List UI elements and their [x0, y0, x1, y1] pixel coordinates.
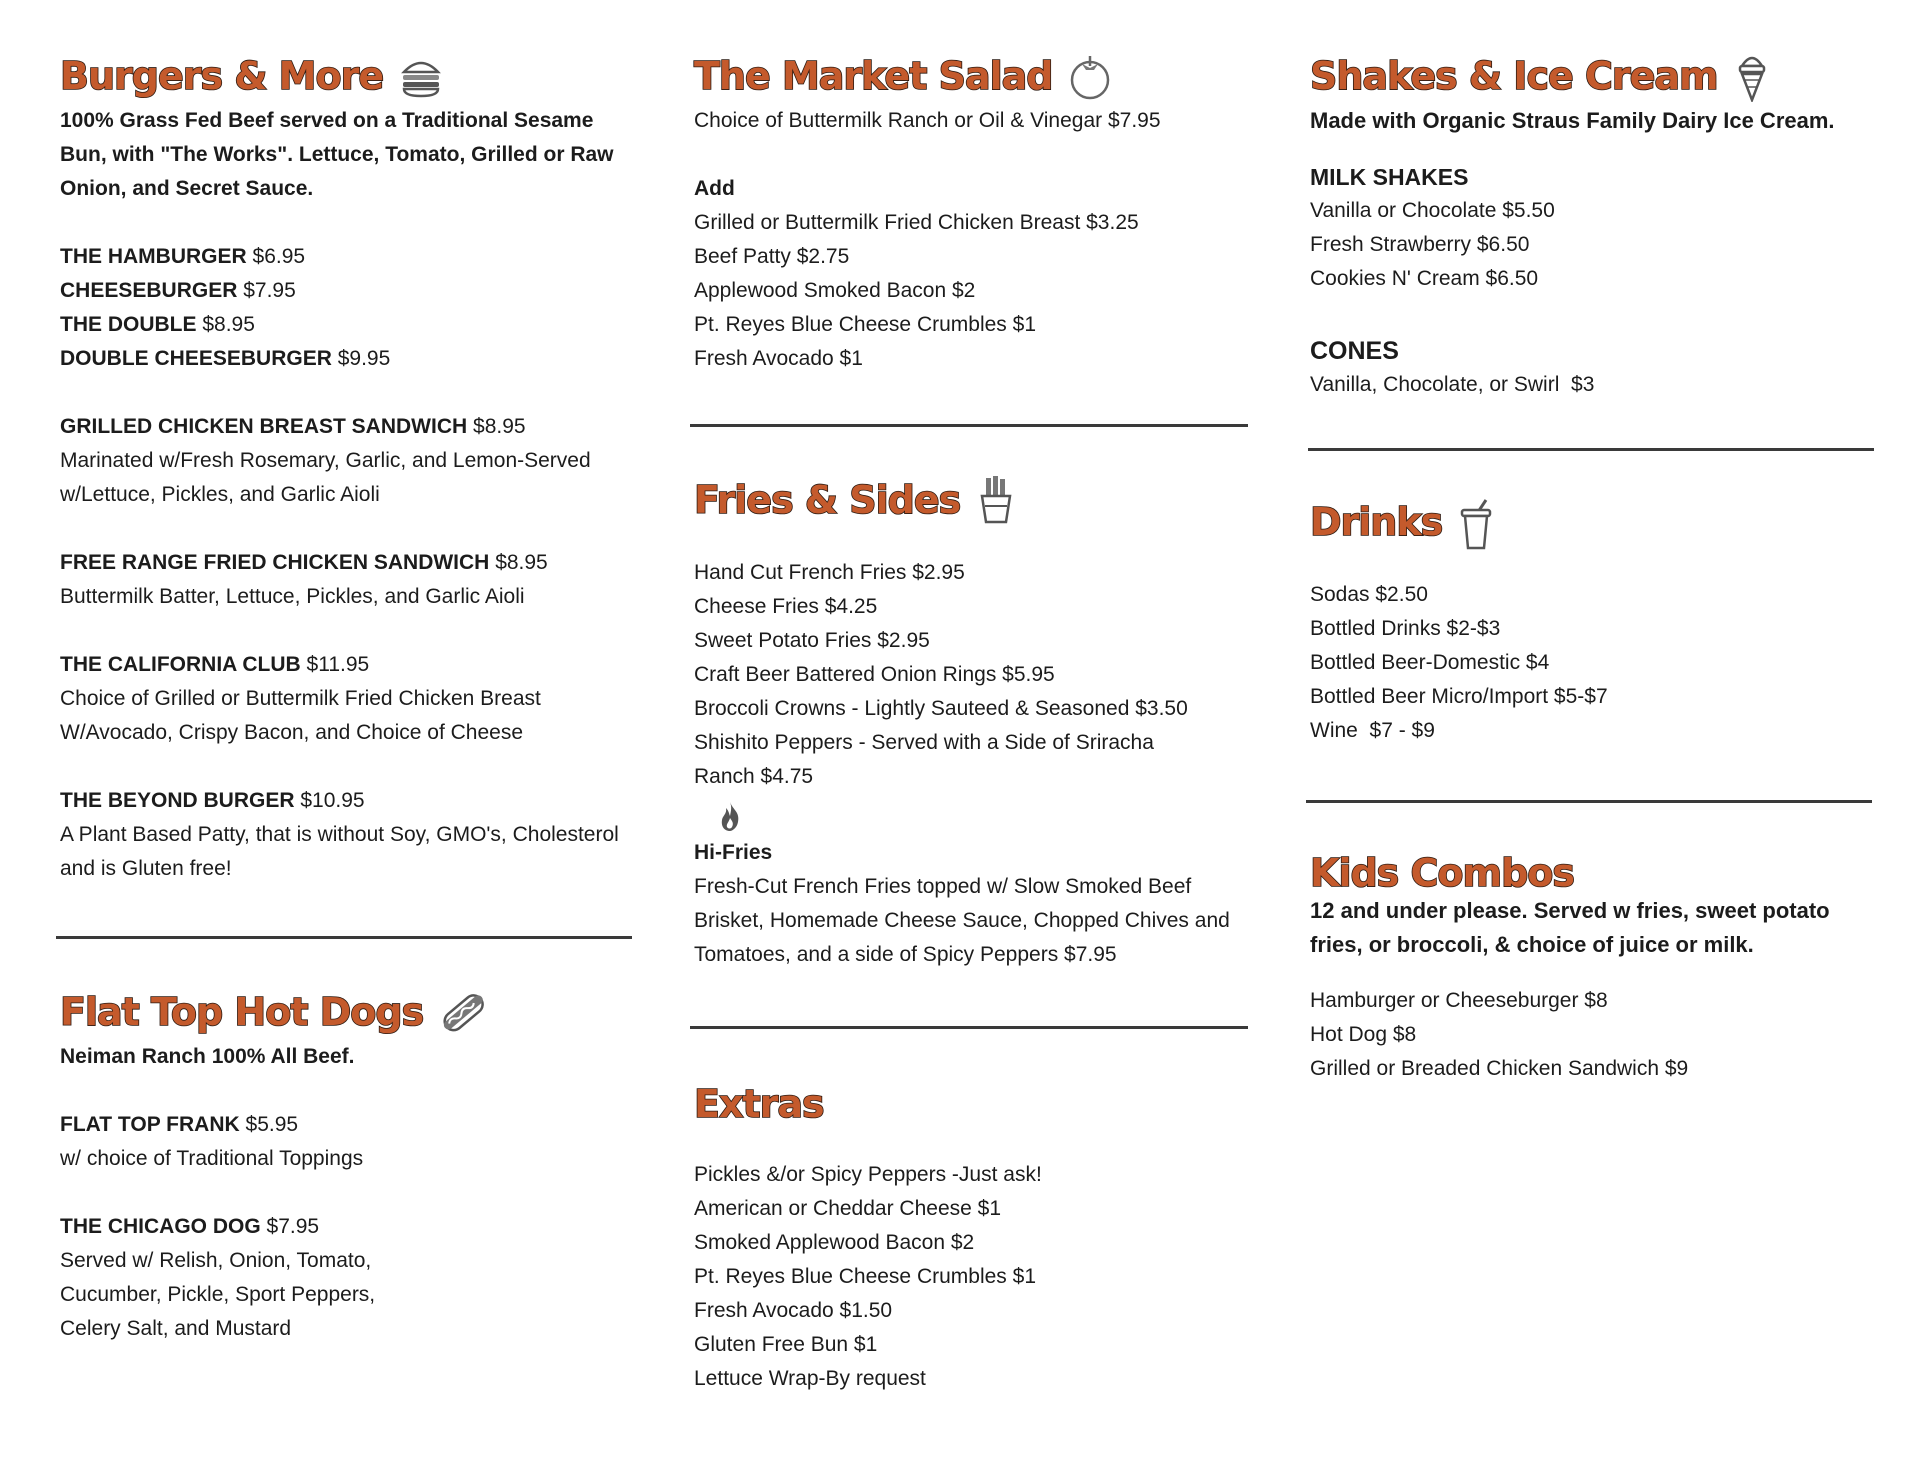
section-title: Fries & Sides	[694, 478, 961, 522]
extras-list	[694, 1158, 1274, 1396]
hotdogs-intro: Neiman Ranch 100% All Beef.	[60, 1045, 355, 1068]
hot-dog-icon	[439, 988, 483, 1036]
burger-icon	[399, 52, 443, 100]
list-item: Vanilla or Chocolate $5.50	[1310, 199, 1555, 222]
item-name: THE BEYOND BURGER	[60, 789, 295, 812]
salad-add-label: Add	[694, 177, 735, 200]
item-price: $8.95	[495, 551, 548, 574]
divider	[56, 936, 632, 939]
ice-cream-cone-icon	[1734, 52, 1778, 100]
fries-icon	[976, 476, 1020, 524]
item-price: $7.95	[266, 1215, 320, 1238]
section-heading	[60, 48, 640, 104]
section-heading	[694, 472, 1274, 528]
flame-icon	[694, 794, 1274, 836]
list-item: Fresh Strawberry $6.50	[1310, 233, 1530, 256]
section-extras	[694, 1076, 1274, 1396]
list-item: Hot Dog $8	[1310, 1023, 1417, 1046]
item-description: A Plant Based Patty, that is without Soy, GMO's, Cholesterol and is Gluten free!	[60, 823, 619, 880]
shakes-intro: Made with Organic Straus Family Dairy Ice Cream.	[1310, 108, 1835, 133]
tomato-icon	[1068, 52, 1112, 100]
list-item: Beef Patty $2.75	[694, 245, 850, 268]
list-item: Applewood Smoked Bacon $2	[694, 279, 976, 302]
divider	[1306, 800, 1872, 803]
section-title: Burgers & More	[60, 54, 384, 98]
item-price: $10.95	[300, 789, 365, 812]
menu-item	[60, 648, 640, 750]
item-description: Served w/ Relish, Onion, Tomato, Cucumber, Pickle, Sport Peppers, Celery Salt, and Mustard	[60, 1249, 376, 1340]
section-drinks	[1310, 494, 1890, 748]
list-item: Broccoli Crowns - Lightly Sauteed & Seasoned $3.50	[694, 697, 1188, 720]
list-item: Pt. Reyes Blue Cheese Crumbles $1	[694, 1265, 1036, 1288]
list-item: Pickles &/or Spicy Peppers -Just ask!	[694, 1163, 1042, 1186]
section-fries-sides	[694, 472, 1274, 972]
menu-item	[60, 410, 640, 512]
section-title: Drinks	[1310, 500, 1443, 544]
cones-label: CONES	[1310, 337, 1399, 365]
list-item: Sodas $2.50	[1310, 583, 1428, 606]
drink-cup-icon	[1458, 498, 1502, 546]
milk-shakes-label: MILK SHAKES	[1310, 164, 1469, 190]
section-title: The Market Salad	[694, 54, 1053, 98]
section-heading	[1310, 48, 1890, 104]
list-item: Cheese Fries $4.25	[694, 595, 878, 618]
list-item: Fresh Avocado $1.50	[694, 1299, 893, 1322]
item-description: w/ choice of Traditional Toppings	[60, 1147, 364, 1170]
divider	[1308, 448, 1874, 451]
section-kids-combos	[1310, 852, 1890, 1086]
section-title: Kids Combos	[1310, 851, 1575, 895]
hi-fries-description: Fresh-Cut French Fries topped w/ Slow Smoked Beef Brisket, Homemade Cheese Sauce, Chopped Chives and Tomatoes, and a side of Spicy Peppers $7.95	[694, 875, 1230, 966]
item-name: FLAT TOP FRANK	[60, 1113, 240, 1136]
list-item: Craft Beer Battered Onion Rings $5.95	[694, 663, 1055, 686]
section-hot-dogs	[60, 984, 640, 1346]
kids-intro: 12 and under please. Served w fries, sweet potato fries, or broccoli, & choice of juice or milk.	[1310, 898, 1830, 957]
item-name: GRILLED CHICKEN BREAST SANDWICH	[60, 415, 468, 438]
list-item: American or Cheddar Cheese $1	[694, 1197, 1002, 1220]
list-item: THE HAMBURGER $6.95	[60, 245, 306, 268]
list-item: Vanilla, Chocolate, or Swirl $3	[1310, 373, 1595, 396]
item-description: Choice of Grilled or Buttermilk Fried Chicken Breast W/Avocado, Crispy Bacon, and Choice of Cheese	[60, 687, 541, 744]
item-price: $5.95	[245, 1113, 299, 1136]
salad-intro: Choice of Buttermilk Ranch or Oil & Vinegar $7.95	[694, 109, 1161, 132]
drinks-list	[1310, 578, 1890, 748]
fries-list	[694, 556, 1274, 794]
list-item: THE DOUBLE $8.95	[60, 313, 255, 336]
divider	[690, 424, 1248, 427]
item-name: THE CALIFORNIA CLUB	[60, 653, 301, 676]
list-item: Hamburger or Cheeseburger $8	[1310, 989, 1608, 1012]
list-item: Bottled Drinks $2-$3	[1310, 617, 1501, 640]
item-description: Buttermilk Batter, Lettuce, Pickles, and Garlic Aioli	[60, 585, 525, 608]
list-item: Grilled or Buttermilk Fried Chicken Breast $3.25	[694, 211, 1139, 234]
kids-list	[1310, 984, 1890, 1086]
menu-item	[60, 1210, 640, 1346]
list-item: CHEESEBURGER $7.95	[60, 279, 296, 302]
list-item: Bottled Beer-Domestic $4	[1310, 651, 1550, 674]
burgers-basic-list	[60, 240, 640, 376]
menu-item	[60, 546, 640, 614]
list-item: Bottled Beer Micro/Import $5-$7	[1310, 685, 1608, 708]
section-market-salad	[694, 48, 1274, 376]
list-item: Ranch $4.75	[694, 765, 814, 788]
section-title: Extras	[694, 1082, 824, 1126]
list-item: Pt. Reyes Blue Cheese Crumbles $1	[694, 313, 1036, 336]
milk-shakes-list	[1310, 194, 1890, 296]
list-item: Sweet Potato Fries $2.95	[694, 629, 930, 652]
item-price: $8.95	[473, 415, 526, 438]
section-title: Flat Top Hot Dogs	[60, 990, 424, 1034]
list-item: Gluten Free Bun $1	[694, 1333, 878, 1356]
list-item: Cookies N' Cream $6.50	[1310, 267, 1539, 290]
divider	[690, 1026, 1248, 1029]
item-description: Marinated w/Fresh Rosemary, Garlic, and Lemon-Served w/Lettuce, Pickles, and Garlic Aioli	[60, 449, 591, 506]
section-heading	[1310, 494, 1890, 550]
burgers-intro: 100% Grass Fed Beef served on a Traditional Sesame Bun, with "The Works". Lettuce, Tomato, Grilled or Raw Onion, and Secret Sauce.	[60, 109, 614, 200]
list-item: Shishito Peppers - Served with a Side of Sriracha	[694, 731, 1154, 754]
menu-item	[60, 784, 640, 886]
section-title: Shakes & Ice Cream	[1310, 54, 1718, 98]
salad-add-list	[694, 206, 1274, 376]
section-heading	[1310, 852, 1890, 894]
item-name: FREE RANGE FRIED CHICKEN SANDWICH	[60, 551, 490, 574]
hi-fries-name: Hi-Fries	[694, 841, 773, 864]
list-item: Grilled or Breaded Chicken Sandwich $9	[1310, 1057, 1689, 1080]
menu-item	[60, 1108, 640, 1176]
list-item: Hand Cut French Fries $2.95	[694, 561, 965, 584]
list-item: Lettuce Wrap-By request	[694, 1367, 926, 1390]
item-name: THE CHICAGO DOG	[60, 1215, 261, 1238]
section-burgers	[60, 48, 640, 886]
list-item: Wine $7 - $9	[1310, 719, 1435, 742]
list-item: DOUBLE CHEESEBURGER $9.95	[60, 347, 391, 370]
list-item: Fresh Avocado $1	[694, 347, 863, 370]
section-heading	[694, 48, 1274, 104]
section-heading	[694, 1076, 1274, 1132]
item-price: $11.95	[306, 653, 370, 676]
list-item: Smoked Applewood Bacon $2	[694, 1231, 975, 1254]
section-shakes	[1310, 48, 1890, 402]
section-heading	[60, 984, 640, 1040]
